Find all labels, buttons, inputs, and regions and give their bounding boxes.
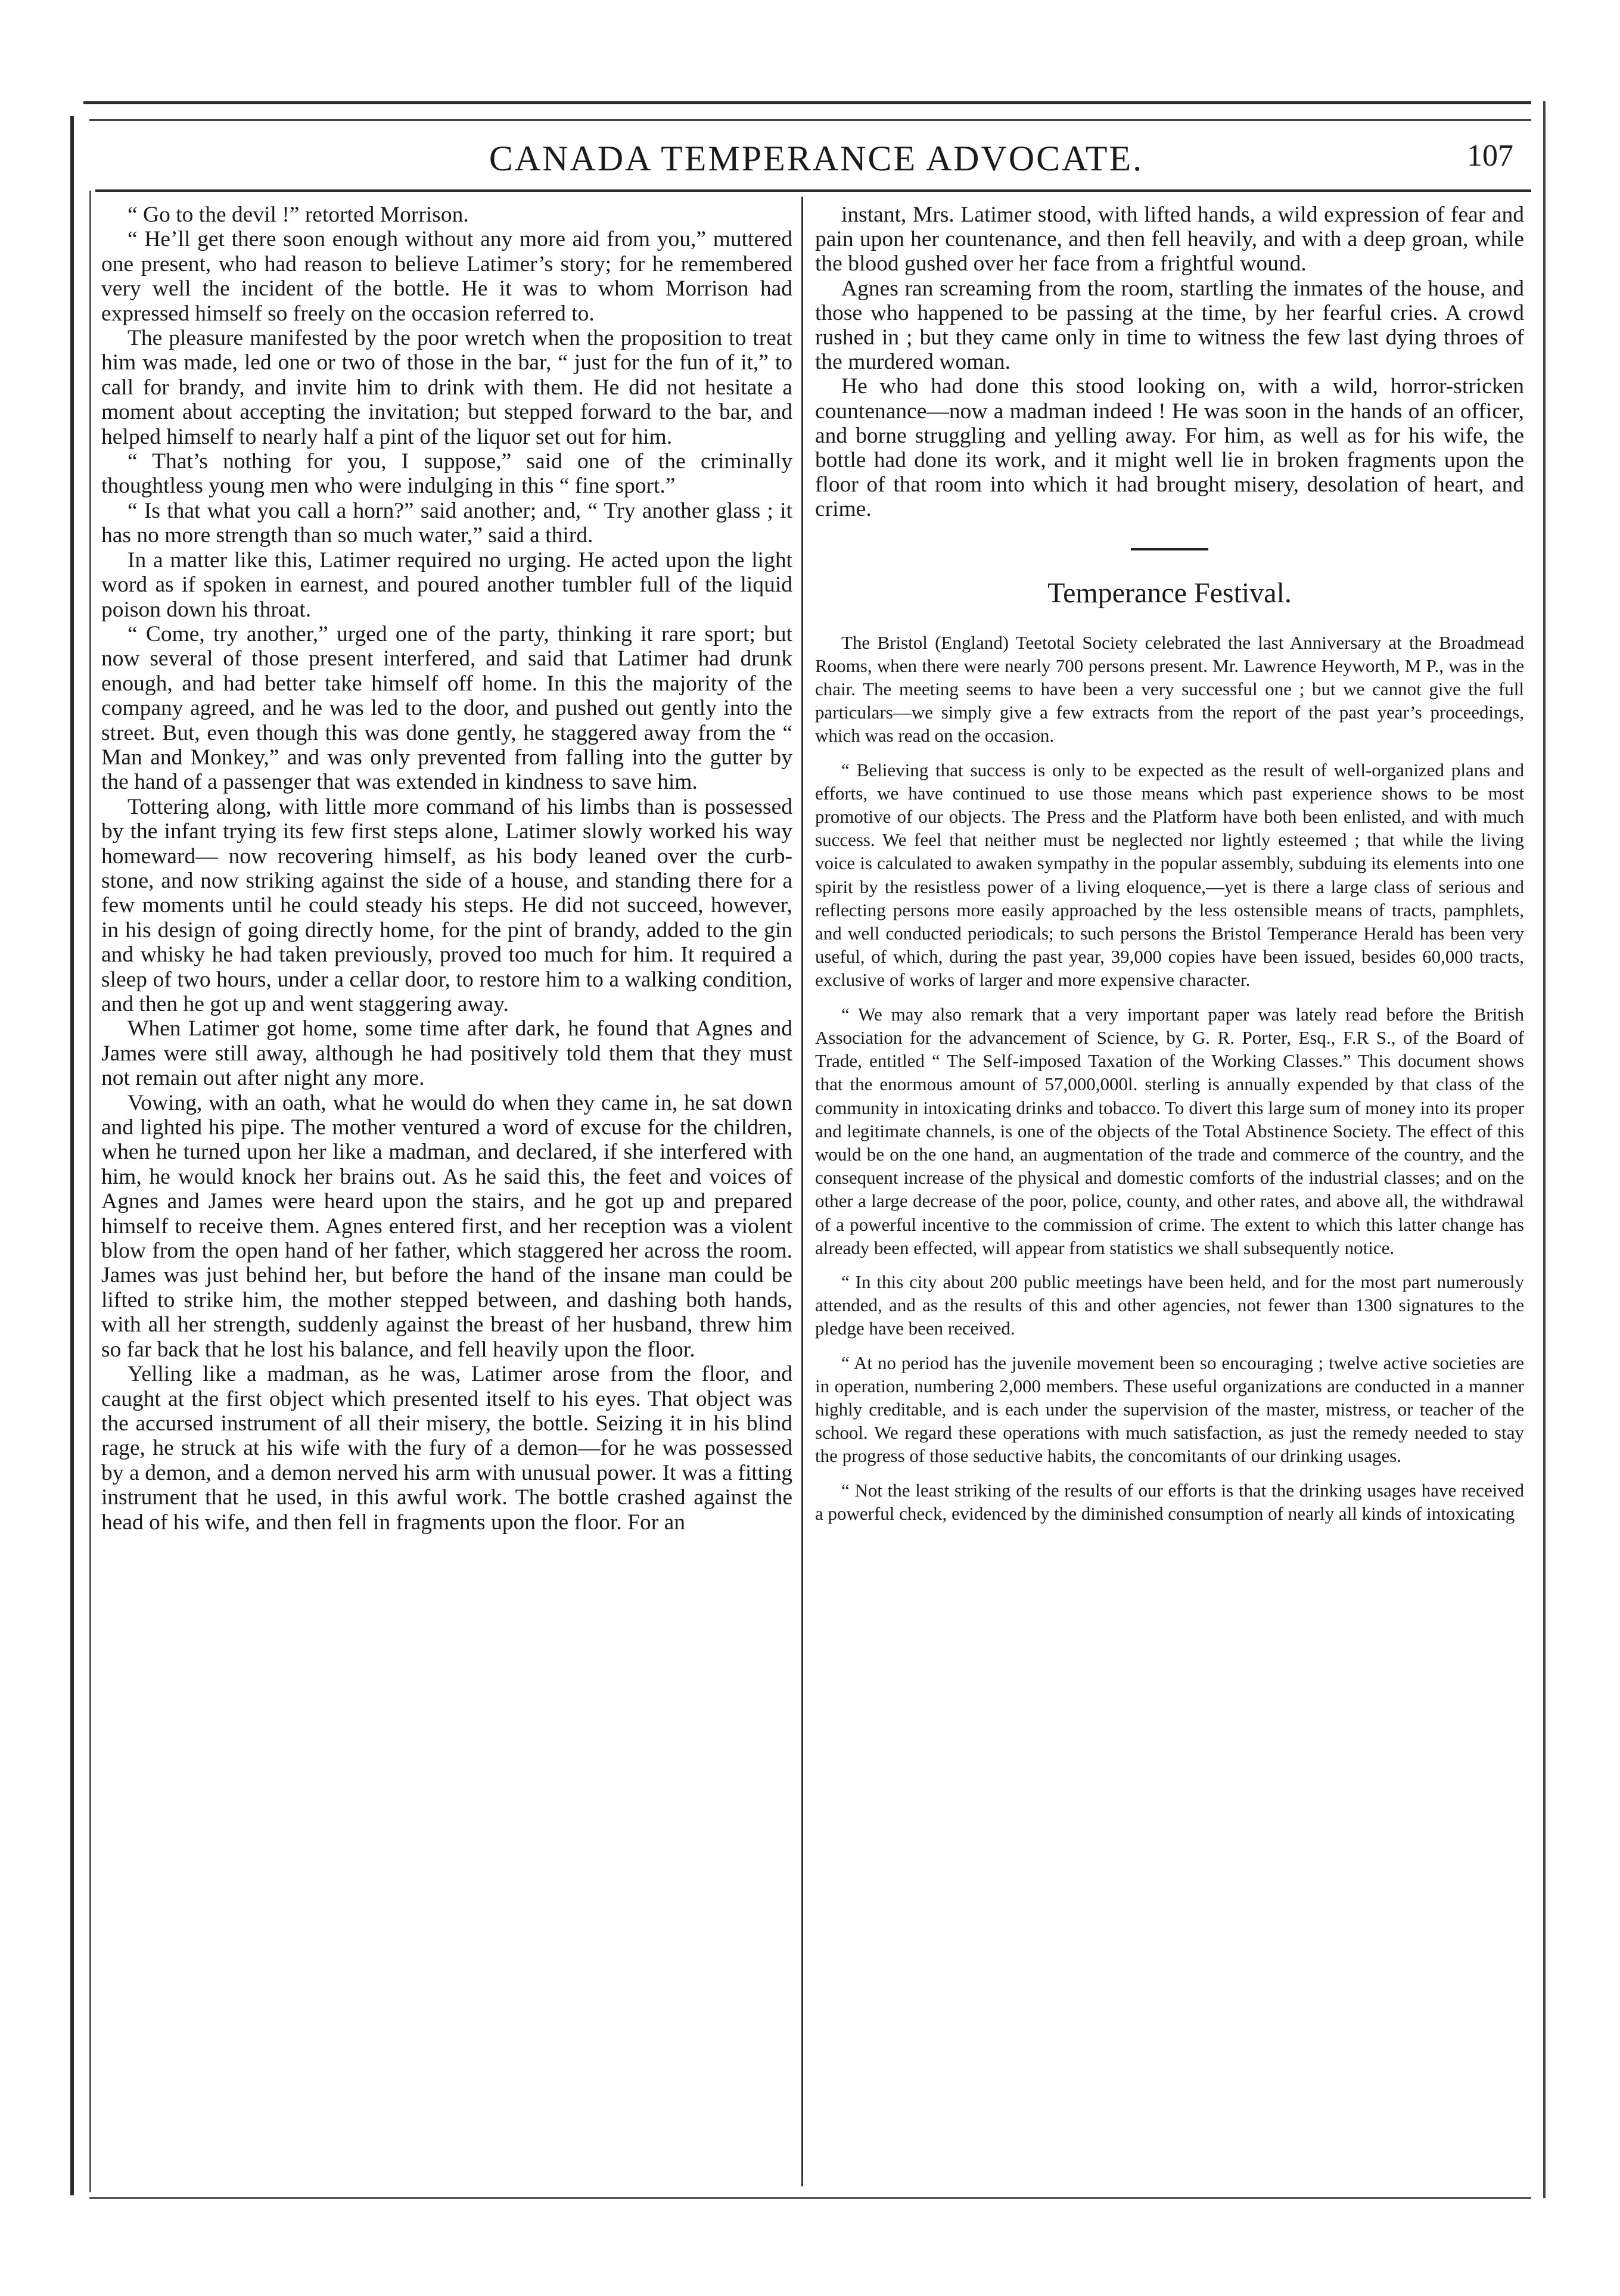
story-paragraph: “ That’s nothing for you, I suppose,” said one of the criminally thoughtless young men who were indulging in this “ fine sport.”	[101, 449, 792, 499]
story-continuation	[815, 203, 1524, 522]
story-paragraph: When Latimer got home, some time after dark, he found that Agnes and James were still away, although he had positively told them that they must not remain out after night any more.	[101, 1016, 792, 1091]
column-divider	[801, 197, 803, 2186]
report-extract-paragraph: “ Not the least striking of the results of our efforts is that the drinking usages have received a powerful check, evidenced by the diminished consumption of nearly all kinds of intoxicating	[815, 1479, 1524, 1524]
section-separator-rule	[1131, 548, 1208, 550]
top-inner-rule	[89, 119, 1531, 121]
story-paragraph: The pleasure manifested by the poor wretch when the proposition to treat him was made, led one or two of those in the bar, “ just for the fun of it,” to call for brandy, and invite him to drink with them. He did not hesitate a moment about accepting the invitation; but stepped forward to the bar, and helped himself to nearly half a pint of the liquor set out for him.	[101, 326, 792, 449]
right-column	[815, 203, 1524, 1536]
report-extract-paragraph: “ In this city about 200 public meetings have been held, and for the most part numerously attended, and as the results of this and other agencies, not fewer than 1300 signatures to the pledge have been received.	[815, 1271, 1524, 1339]
festival-article	[815, 631, 1524, 1525]
story-paragraph: Vowing, with an oath, what he would do when they came in, he sat down and lighted his pipe. The mother ventured a word of excuse for the children, when he turned upon her like a madman, and declared, if she interfered with him, he would knock her brains out. As he said this, the feet and voices of Agnes and James were heard upon the stairs, and he got up and prepared himself to receive them. Agnes entered first, and her reception was a violent blow from the open hand of her father, which staggered her across the room. James was just behind her, but before the hand of the insane man could be lifted to strike him, the mother stepped between, and dashing both hands, with all her strength, suddenly against the breast of her husband, threw him so far back that he lost his balance, and fell heavily upon the floor.	[101, 1090, 792, 1362]
section-heading: Temperance Festival.	[1047, 577, 1292, 609]
story-paragraph: He who had done this stood looking on, with a wild, horror-stricken countenance—now a madman indeed ! He was soon in the hands of an officer, and borne struggling and yelling away. For him, as well as for his wife, the bottle had done its work, and it might well lie in broken fragments upon the floor of that room into which it had brought misery, desolation of heart, and crime.	[815, 374, 1524, 522]
article-paragraph: The Bristol (England) Teetotal Society celebrated the last Anniversary at the Broadmead Rooms, when there were nearly 700 persons present. Mr. Lawrence Heyworth, M P., was in the chair. The meeting seems to have been a very successful one ; but we cannot give the full particulars—we simply give a few extracts from the report of the past year’s proceedings, which was read on the occasion.	[815, 631, 1524, 746]
left-border-rule	[70, 116, 74, 2195]
story-paragraph: Yelling like a madman, as he was, Latimer arose from the floor, and caught at the first object which presented itself to his eyes. That object was the accursed instrument of all their misery, the bottle. Seizing it in his blind rage, he struck at his wife with the fury of a demon—for he was possessed by a demon, and a demon nerved his arm with unusual power. It was a fitting instrument that he used, in this awful work. The bottle crashed against the head of his wife, and then fell in fragments upon the floor. For an	[101, 1362, 792, 1535]
story-paragraph: instant, Mrs. Latimer stood, with lifted hands, a wild expression of fear and pain upon her countenance, and then fell heavily, and with a deep groan, while the blood gushed over her face from a frightful wound.	[815, 203, 1524, 276]
page-number: 107	[1467, 139, 1513, 173]
left-inner-rule	[89, 191, 91, 2192]
left-column	[101, 203, 792, 1535]
top-border-rule	[83, 101, 1531, 104]
bottom-border-rule	[89, 2197, 1531, 2199]
story-paragraph: “ Go to the devil !” retorted Morrison.	[128, 203, 469, 227]
story-paragraph: “ Is that what you call a horn?” said another; and, “ Try another glass ; it has no more strength than so much water,” said a third.	[101, 498, 792, 548]
story-paragraph: “ He’ll get there soon enough without any more aid from you,” muttered one present, who had reason to believe Latimer’s story; for he remembered very well the incident of the bottle. He it was to whom Morrison had expressed himself so freely on the occasion referred to.	[101, 227, 792, 326]
report-extract-paragraph: “ We may also remark that a very important paper was lately read before the British Association for the advancement of Science, by G. R. Porter, Esq., F.R S., of the Board of Trade, entitled “ The Self-imposed Taxation of the Working Classes.” This document shows that the enormous amount of 57,000,000l. sterling is annually expended by that class of the community in intoxicating drinks and tobacco. To divert this large sum of money into its proper and legitimate channels, is one of the objects of the Total Abstinence Society. The effect of this would be on the one hand, an augmentation of the trade and commerce of the country, and the consequent increase of the physical and domestic comforts of the industrial classes; and on the other a large decrease of the poor, police, county, and other rates, and above all, the withdrawal of a powerful incentive to the commission of crime. The extent to which this latter change has already been effected, will appear from statistics we shall subsequently notice.	[815, 1003, 1524, 1258]
report-extract-paragraph: “ Believing that success is only to be expected as the result of well-organized plans and efforts, we have continued to use those means which past experience shows to be most promotive of our objects. The Press and the Platform have both been enlisted, and with much success. We feel that neither must be neglected nor lightly esteemed ; that while the living voice is calculated to awaken sympathy in the popular assembly, subduing its elements into one spirit by the resistless power of a living eloquence,—yet is there a large class of serious and reflecting persons more easily approached by the less ostensible means of tracts, pamphlets, and well conducted periodicals; to such persons the Bristol Temperance Herald has been very useful, of which, during the past year, 39,000 copies have been issued, besides 60,000 tracts, exclusive of works of larger and more expensive character.	[815, 759, 1524, 991]
story-paragraph: In a matter like this, Latimer required no urging. He acted upon the light word as if spoken in earnest, and poured another tumbler full of the liquid poison down his throat.	[101, 547, 792, 622]
story-paragraph: Tottering along, with little more command of his limbs than is possessed by the infant trying its few first steps alone, Latimer slowly worked his way homeward— now recovering himself, as his body leaned over the curb-stone, and now striking against the side of a house, and standing there for a few moments until he could steady his steps. He did not succeed, however, in his design of going directly home, for the pint of brandy, added to the gin and whisky he had taken previously, proved too much for him. It required a sleep of two hours, under a cellar door, to restore him to a walking condition, and then he got up and went staggering away.	[101, 794, 792, 1016]
story-paragraph: Agnes ran screaming from the room, startling the inmates of the house, and those who happened to be passing at the time, by her fearful cries. A crowd rushed in ; but they came only in time to witness the few last dying throes of the murdered woman.	[815, 276, 1524, 375]
report-extract-paragraph: “ At no period has the juvenile movement been so encouraging ; twelve active societies are in operation, numbering 2,000 members. These useful organizations are conducted in a manner highly creditable, and is each under the supervision of the master, mistress, or teacher of the school. We regard these operations with much satisfaction, as just the remedy needed to stay the progress of those seductive habits, the concomitants of our drinking usages.	[815, 1352, 1524, 1467]
publication-title: CANADA TEMPERANCE ADVOCATE.	[489, 139, 1144, 178]
right-border-rule	[1543, 101, 1546, 2198]
page-header	[95, 131, 1537, 185]
header-rule	[95, 189, 1531, 192]
story-paragraph: “ Come, try another,” urged one of the party, thinking it rare sport; but now several of those present interfered, and said that Latimer had drunk enough, and had better take himself off home. In this the majority of the company agreed, and he was led to the door, and pushed out gently into the street. But, even though this was done gently, he staggered away from the “ Man and Monkey,” and was only prevented from falling into the gutter by the hand of a passenger that was extended in kindness to save him.	[101, 621, 792, 795]
